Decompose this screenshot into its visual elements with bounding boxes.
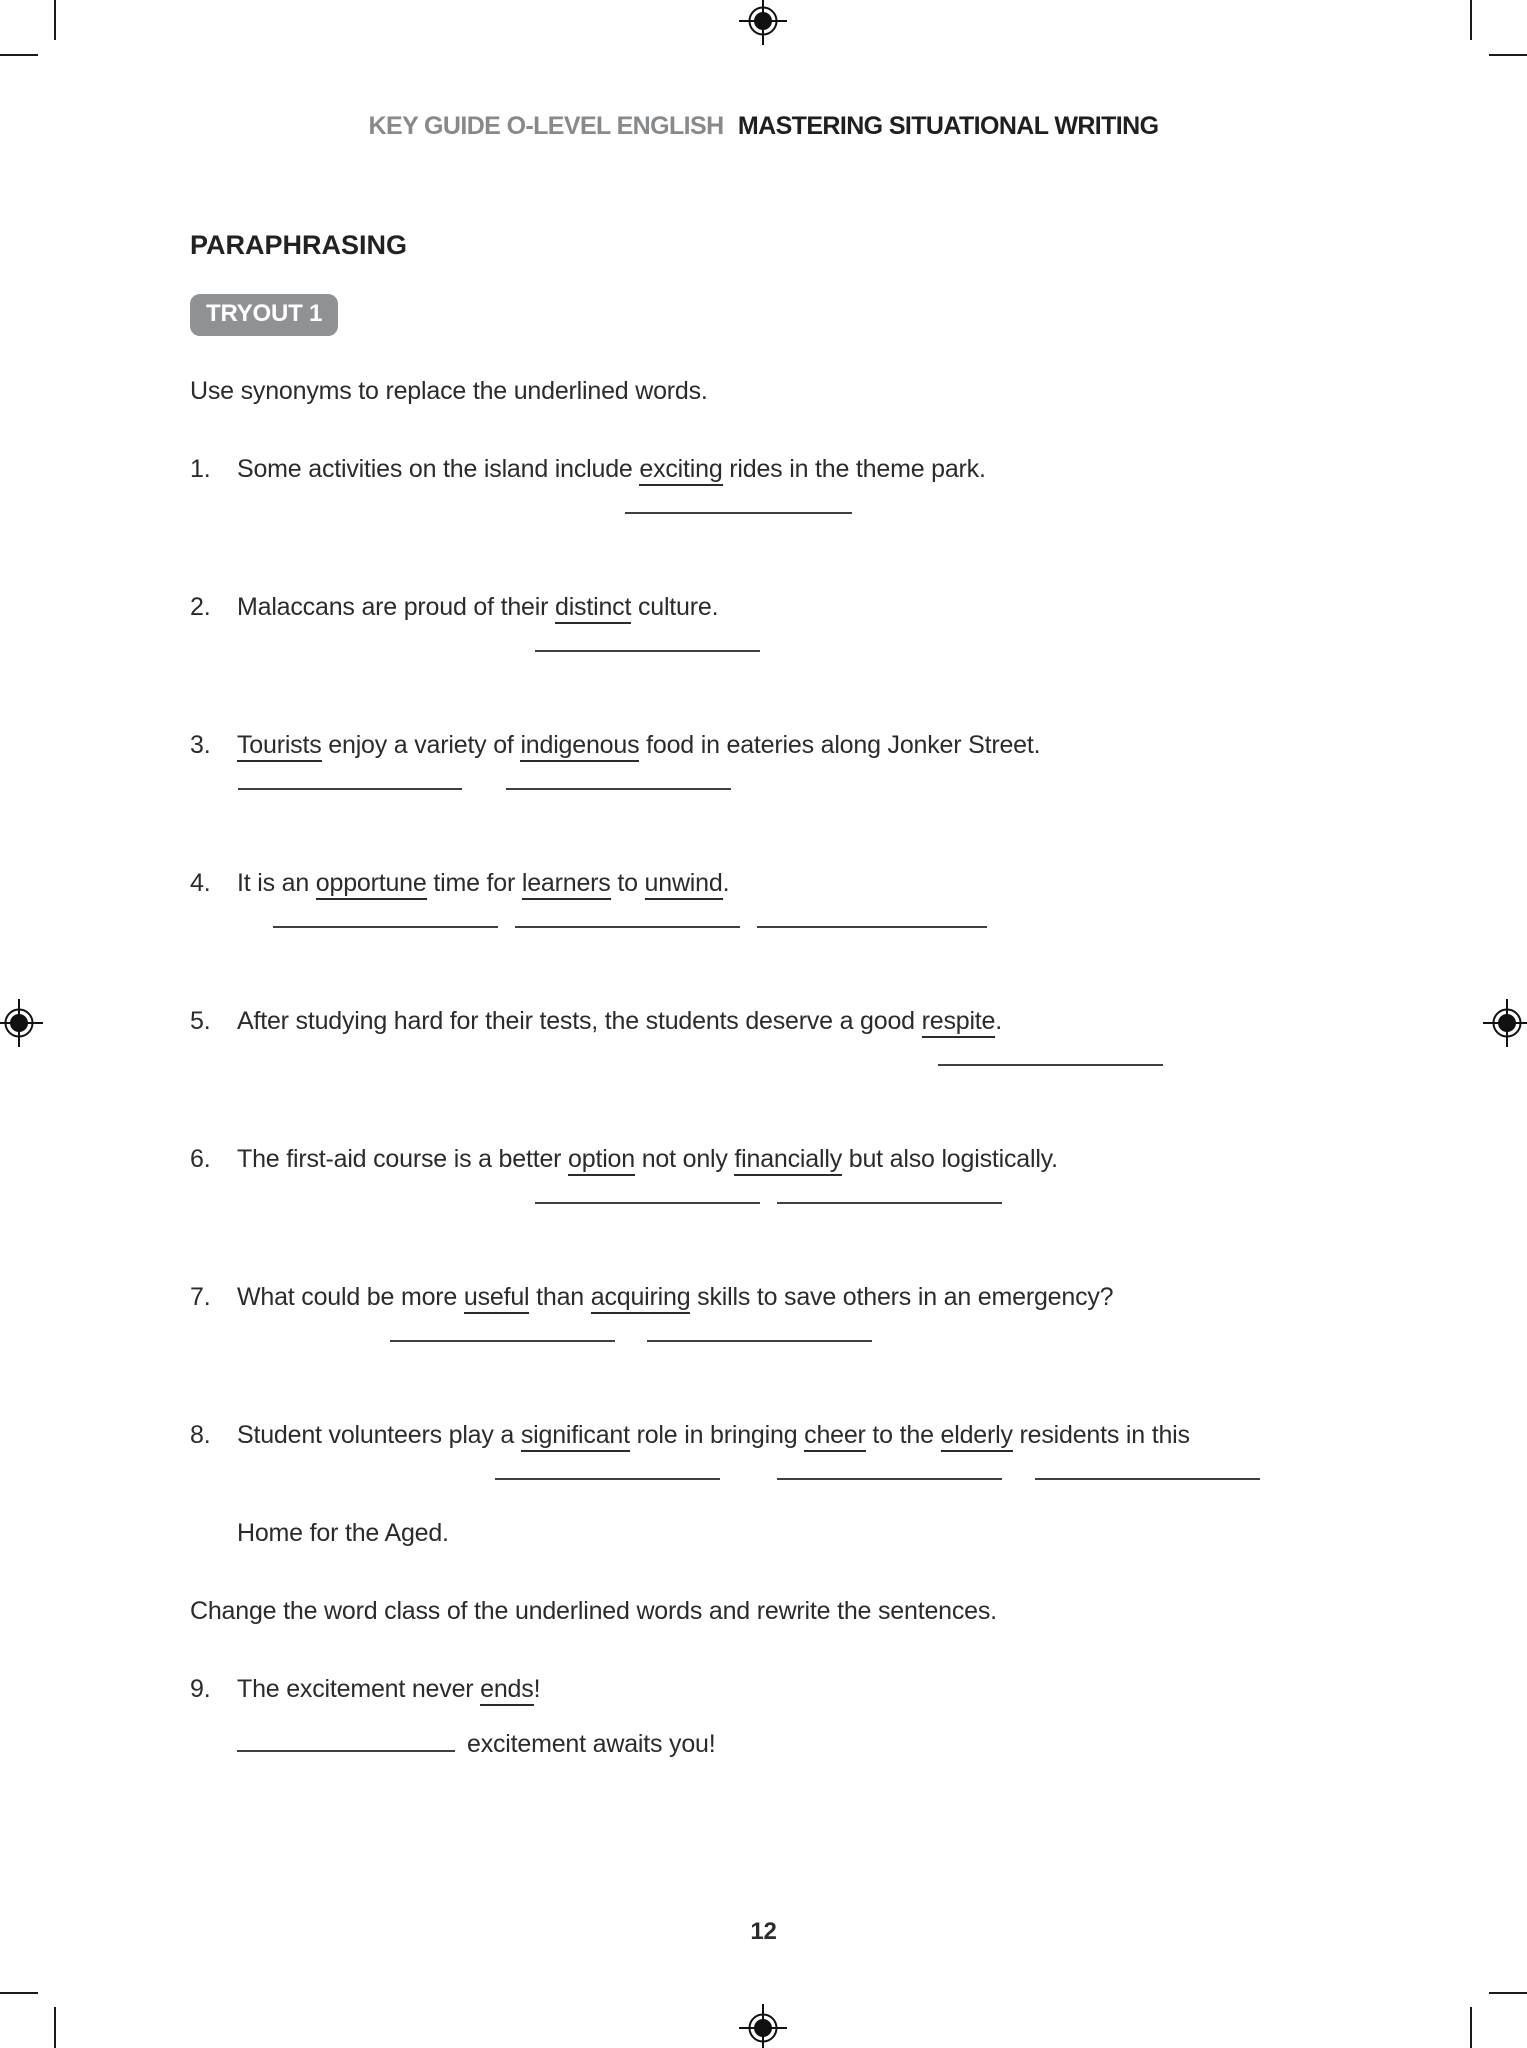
question-item [190, 728, 1350, 790]
question-number: 9. [190, 1675, 211, 1703]
text-segment: to [610, 869, 645, 897]
question-text [237, 452, 1350, 486]
question-item [190, 590, 1350, 652]
question-text [237, 728, 1350, 762]
answer-blank [535, 650, 760, 652]
answer-blank [495, 1478, 720, 1480]
registration-target-icon-bottom [738, 2003, 788, 2048]
text-segment: . [995, 1007, 1003, 1035]
answer-blank [757, 926, 987, 928]
answer-blank-row [190, 926, 1350, 928]
crop-mark-top-left-horizontal [0, 54, 38, 56]
underlined-word: financially [734, 1145, 842, 1176]
text-segment: time for [426, 869, 522, 897]
answer-blank [506, 788, 731, 790]
text-segment: rides in the theme park. [722, 455, 986, 483]
question-item [190, 452, 1350, 514]
question-item [190, 866, 1350, 928]
text-segment: enjoy a variety of [321, 731, 521, 759]
answer-blank [390, 1340, 615, 1342]
answer-blank [777, 1202, 1002, 1204]
text-segment: but also logistically. [842, 1145, 1058, 1173]
text-segment: Student volunteers play a [237, 1421, 521, 1449]
question-row [190, 1004, 1350, 1038]
text-segment: The first-aid course is a better [237, 1145, 569, 1173]
question-number: 7. [190, 1283, 211, 1311]
question-row [190, 866, 1350, 900]
text-segment: to the [865, 1421, 941, 1449]
answer-blank-row [190, 1064, 1350, 1066]
text-segment: not only [634, 1145, 735, 1173]
question-number: 1. [190, 455, 211, 483]
text-segment: . [722, 869, 730, 897]
question-text [237, 590, 1350, 624]
answer-blank-row [190, 512, 1350, 514]
underlined-word: Tourists [237, 731, 322, 762]
page-number: 12 [750, 1918, 777, 1945]
instruction-text: Change the word class of the underlined words and rewrite the sentences. [190, 1597, 997, 1625]
text-segment: The excitement never [237, 1675, 481, 1703]
questions-list [190, 374, 1350, 1761]
text-segment: residents in this [1012, 1421, 1190, 1449]
question-number: 5. [190, 1007, 211, 1035]
underlined-word: opportune [316, 869, 427, 900]
question-number: 6. [190, 1145, 211, 1173]
text-segment: culture. [631, 593, 719, 621]
question-row [190, 1672, 1350, 1706]
question-text [237, 1142, 1350, 1176]
book-title-label: MASTERING SITUATIONAL WRITING [737, 112, 1159, 140]
underlined-word: cheer [804, 1421, 866, 1452]
text-segment: skills to save others in an emergency? [690, 1283, 1114, 1311]
text-segment: than [529, 1283, 591, 1311]
instruction-text: Use synonyms to replace the underlined words. [190, 377, 708, 405]
question-row [190, 1418, 1350, 1452]
underlined-word: elderly [941, 1421, 1013, 1452]
underlined-word: significant [521, 1421, 630, 1452]
question-number: 2. [190, 593, 211, 621]
registration-target-icon-left [0, 998, 44, 1048]
question-item [190, 1004, 1350, 1066]
text-segment: ! [533, 1675, 541, 1703]
underlined-word: option [568, 1145, 635, 1176]
answer-blank [237, 1726, 455, 1752]
underlined-word: acquiring [591, 1283, 691, 1314]
crop-mark-top-right-vertical [1470, 0, 1472, 40]
page-title: PARAPHRASING [190, 230, 408, 260]
text-segment: Malaccans are proud of their [237, 593, 555, 621]
question-item [190, 1418, 1350, 1550]
crop-mark-top-right-horizontal [1489, 54, 1527, 56]
crop-mark-bottom-left-vertical [54, 2007, 56, 2048]
text-segment: food in eateries along Jonker Street. [639, 731, 1041, 759]
question-text [237, 1418, 1350, 1452]
question-row [190, 1142, 1350, 1176]
question-number: 4. [190, 869, 211, 897]
underlined-word: unwind [645, 869, 723, 900]
answer-blank-row [190, 1202, 1350, 1204]
question-text [237, 1280, 1350, 1314]
question-text [237, 1004, 1350, 1038]
underlined-word: indigenous [520, 731, 639, 762]
text-segment: It is an [237, 869, 316, 897]
answer-blank-row [190, 788, 1350, 790]
tryout-badge: TRYOUT 1 [190, 294, 338, 336]
answer-blank-row [190, 650, 1350, 652]
answer-blank [647, 1340, 872, 1342]
underlined-word: distinct [555, 593, 631, 624]
book-series-label: KEY GUIDE O-LEVEL ENGLISH [368, 112, 724, 140]
answer-blank [238, 788, 462, 790]
question-row [190, 728, 1350, 762]
answer-with-text-row [190, 1726, 1350, 1761]
answer-blank [938, 1064, 1163, 1066]
underlined-word: ends [480, 1675, 533, 1706]
question-text [237, 866, 1350, 900]
question-number: 8. [190, 1421, 211, 1449]
crop-mark-bottom-left-horizontal [0, 1992, 38, 1994]
answer-blank-row [190, 1478, 1350, 1480]
answer-blank [515, 926, 740, 928]
answer-blank [273, 926, 498, 928]
answer-blank [1035, 1478, 1260, 1480]
underlined-word: learners [522, 869, 611, 900]
underlined-word: respite [922, 1007, 996, 1038]
registration-target-icon-right [1482, 998, 1527, 1048]
crop-mark-top-left-vertical [54, 0, 56, 40]
underlined-word: useful [464, 1283, 530, 1314]
text-segment: role in bringing [629, 1421, 805, 1449]
question-item [190, 1280, 1350, 1342]
question-text-continued: Home for the Aged. [237, 1519, 449, 1547]
page-content [190, 0, 1350, 1761]
crop-mark-bottom-right-horizontal [1489, 1992, 1527, 1994]
answer-blank [535, 1202, 760, 1204]
suffix-text: excitement awaits you! [467, 1730, 716, 1758]
question-text [237, 1672, 1350, 1706]
question-number: 3. [190, 731, 211, 759]
crop-mark-bottom-right-vertical [1470, 2007, 1472, 2048]
underlined-word: exciting [639, 455, 722, 486]
text-segment: What could be more [237, 1283, 464, 1311]
question-row [190, 452, 1350, 486]
text-segment: After studying hard for their tests, the students deserve a good [237, 1007, 922, 1035]
text-segment: Some activities on the island include [237, 455, 640, 483]
question-row [190, 1280, 1350, 1314]
answer-blank [625, 512, 852, 514]
question-row [190, 590, 1350, 624]
answer-blank [777, 1478, 1002, 1480]
question-item [190, 1142, 1350, 1204]
answer-blank-row [190, 1340, 1350, 1342]
question-item [190, 1672, 1350, 1761]
